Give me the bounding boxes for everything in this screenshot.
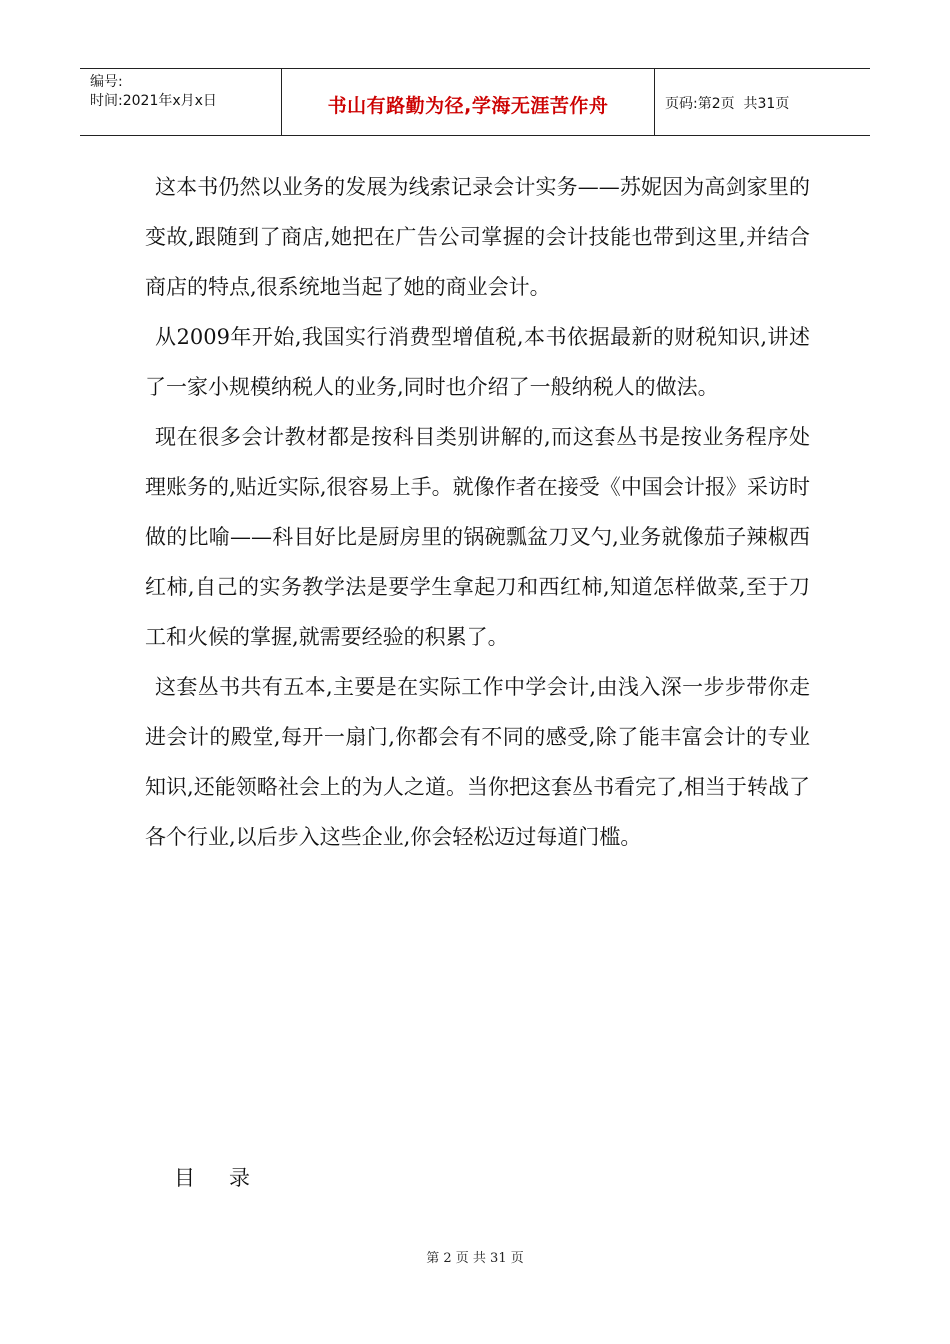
paragraph-1: 这本书仍然以业务的发展为线索记录会计实务——苏妮因为高剑家里的变故,跟随到了商店,她把在广告公司掌握的会计技能也带到这里,并结合商店的特点,很系统地当起了她的商业会计。: [145, 175, 810, 299]
header-page-cell: [655, 69, 870, 135]
header-motto-cell: [282, 69, 655, 135]
paragraph-2: 从2009年开始,我国实行消费型增值税,本书依据最新的财税知识,讲述了一家小规模纳税人的业务,同时也介绍了一般纳税人的做法。: [145, 325, 810, 399]
header-page-info: 页码:第2页 共31页: [665, 96, 790, 112]
page-footer: 第 2 页 共 31 页: [426, 1251, 524, 1266]
paragraph-3: 现在很多会计教材都是按科目类别讲解的,而这套丛书是按业务程序处理账务的,贴近实际,很容易上手。就像作者在接受《中国会计报》采访时做的比喻——科目好比是厨房里的锅碗瓢盆刀叉勺,业务就像茄子辣椒西红柿,自己的实务教学法是要学生拿起刀和西红柿,知道怎样做菜,至于刀工和火候的掌握,就需要经验的积累了。: [145, 425, 810, 649]
paragraph-4: 这套丛书共有五本,主要是在实际工作中学会计,由浅入深一步步带你走进会计的殿堂,每开一扇门,你都会有不同的感受,除了能丰富会计的专业知识,还能领略社会上的为人之道。当你把这套丛书看完了,相当于转战了各个行业,以后步入这些企业,你会轻松迈过每道门槛。: [145, 675, 810, 849]
body-content: [145, 162, 810, 862]
document-date: 时间:2021年x月x日: [90, 93, 217, 109]
document-header: [80, 68, 870, 136]
toc-heading-char-1: 目: [174, 1166, 195, 1190]
header-motto: 书山有路勤为径,学海无涯苦作舟: [327, 94, 609, 117]
header-meta-cell: [80, 69, 282, 135]
document-number-label: 编号:: [90, 74, 123, 90]
toc-heading: [174, 1162, 250, 1192]
toc-heading-char-2: 录: [229, 1166, 250, 1190]
